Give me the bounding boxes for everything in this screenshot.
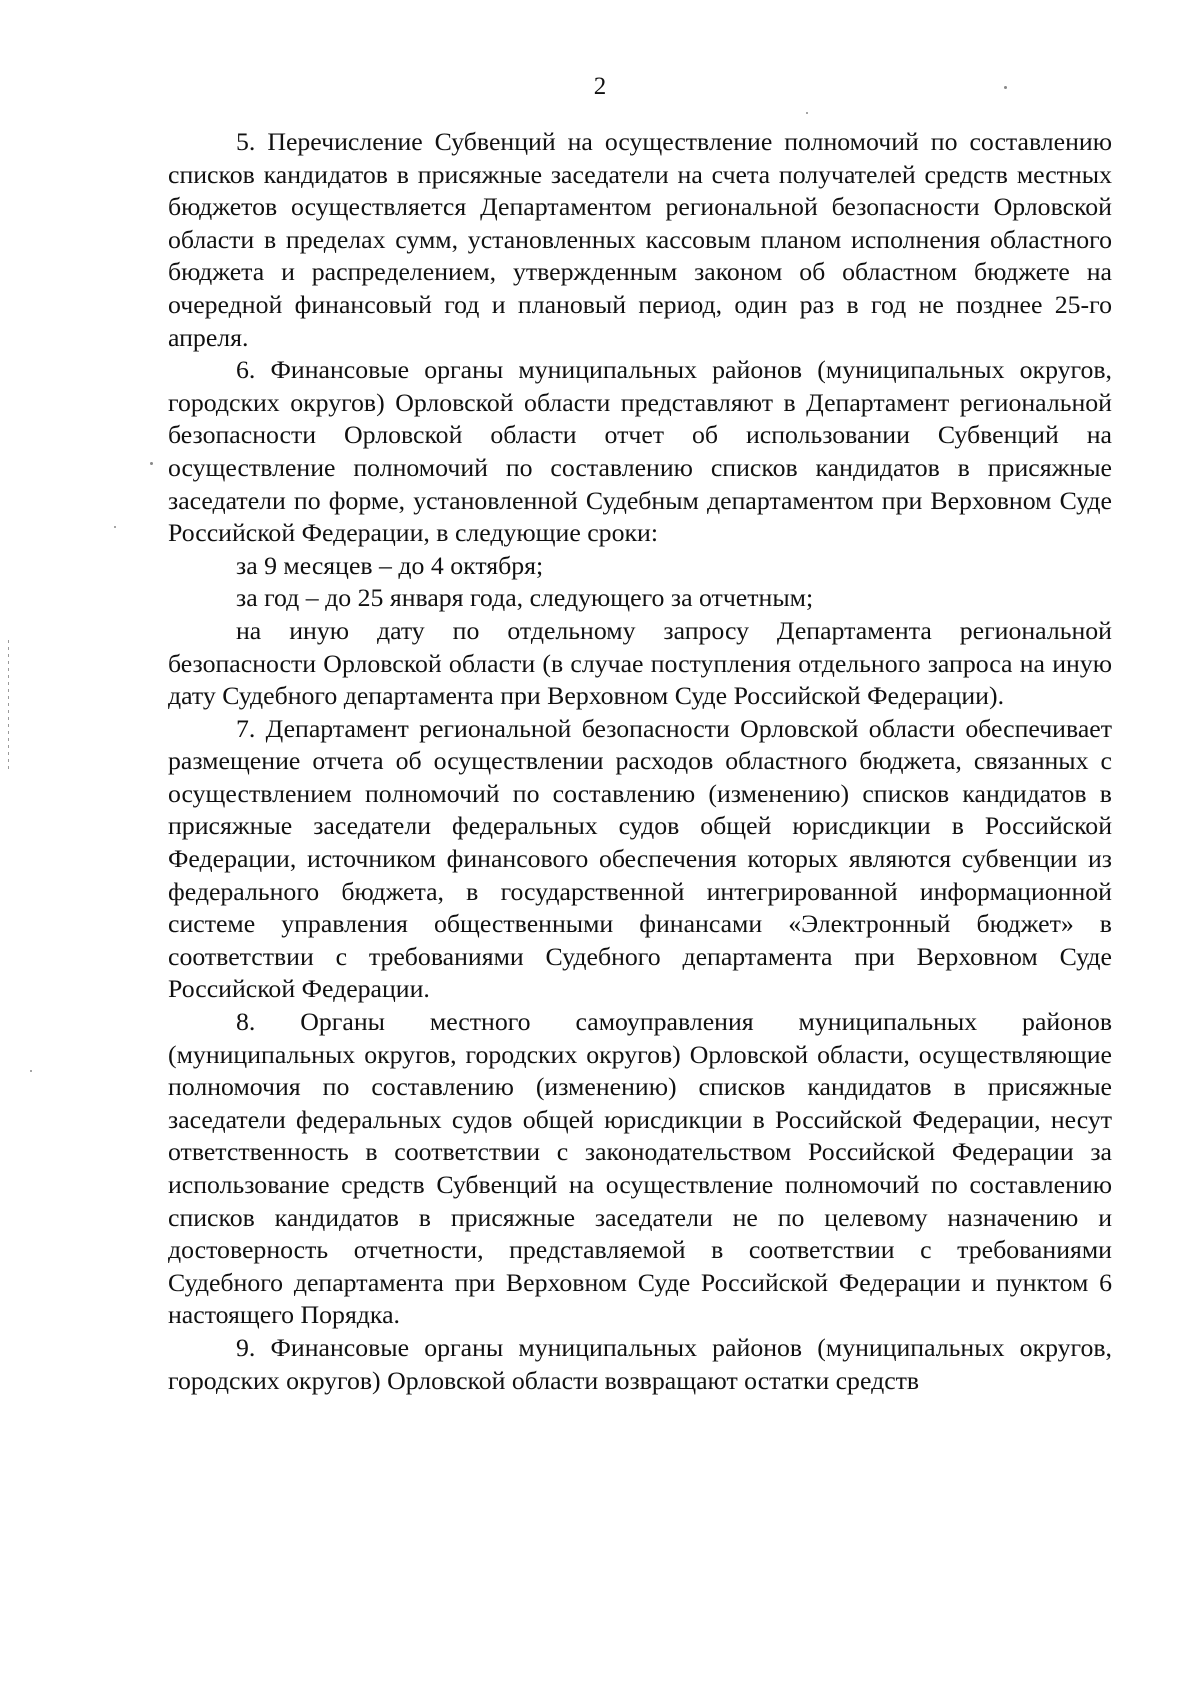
paragraph-6-term-year: за год – до 25 января года, следующего за отчетным; bbox=[236, 583, 814, 613]
scan-speck bbox=[150, 462, 153, 465]
paragraph-9: 9. Финансовые органы муниципальных районов (муниципальных округов, городских округов) Орловской области возвращают остатки средств bbox=[168, 1332, 1112, 1395]
page-number: 2 bbox=[593, 73, 607, 100]
scan-speck bbox=[1004, 86, 1007, 89]
scan-speck bbox=[114, 526, 116, 528]
document-body bbox=[168, 126, 1112, 1397]
scan-edge-mark bbox=[8, 640, 9, 770]
scan-speck bbox=[806, 112, 808, 114]
paragraph-6-term-9-months: за 9 месяцев – до 4 октября; bbox=[236, 550, 544, 580]
paragraph-6-term-other-date: на иную дату по отдельному запросу Департамента региональной безопасности Орловской области (в случае поступления отдельного запроса на иную дату Судебного департамента при Верховном Суде Российской Федерации). bbox=[168, 615, 1112, 711]
scan-speck bbox=[30, 1070, 32, 1072]
paragraph-8: 8. Органы местного самоуправления муниципальных районов (муниципальных округов, городских округов) Орловской области, осуществляющие полномочия по составлению (изменению) списков кандидатов в присяжные заседатели федеральных судов общей юрисдикции в Российской Федерации, несут ответственность в соответствии с законодательством Российской Федерации за использование средств Субвенций на осуществление полномочий по составлению списков кандидатов в присяжные заседатели не по целевому назначению и достоверность отчетности, представляемой в соответствии с требованиями Судебного департамента при Верховном Суде Российской Федерации и пунктом 6 настоящего Порядка. bbox=[168, 1007, 1112, 1330]
paragraph-6: 6. Финансовые органы муниципальных районов (муниципальных округов, городских округов) Орловской области представляют в Департамент региональной безопасности Орловской области отчет об использовании Субвенций на осуществление полномочий по составлению списков кандидатов в присяжные заседатели по форме, установленной Судебным департаментом при Верховном Суде Российской Федерации, в следующие сроки: bbox=[168, 355, 1112, 548]
paragraph-5: 5. Перечисление Субвенций на осуществление полномочий по составлению списков кандидатов в присяжные заседатели на счета получателей средств местных бюджетов осуществляется Департаментом региональной безопасности Орловской области в пределах сумм, установленных кассовым планом исполнения областного бюджета и распределением, утвержденным законом об областном бюджете на очередной финансовый год и плановый период, один раз в год не позднее 25-го апреля. bbox=[168, 127, 1112, 352]
paragraph-7: 7. Департамент региональной безопасности Орловской области обеспечивает размещение отчета об осуществлении расходов областного бюджета, связанных с осуществлением полномочий по составлению (изменению) списков кандидатов в присяжные заседатели федеральных судов общей юрисдикции в Российской Федерации, источником финансового обеспечения которых являются субвенции из федерального бюджета, в государственной интегрированной информационной системе управления общественными финансами «Электронный бюджет» в соответствии с требованиями Судебного департамента при Верховном Суде Российской Федерации. bbox=[168, 713, 1112, 1004]
